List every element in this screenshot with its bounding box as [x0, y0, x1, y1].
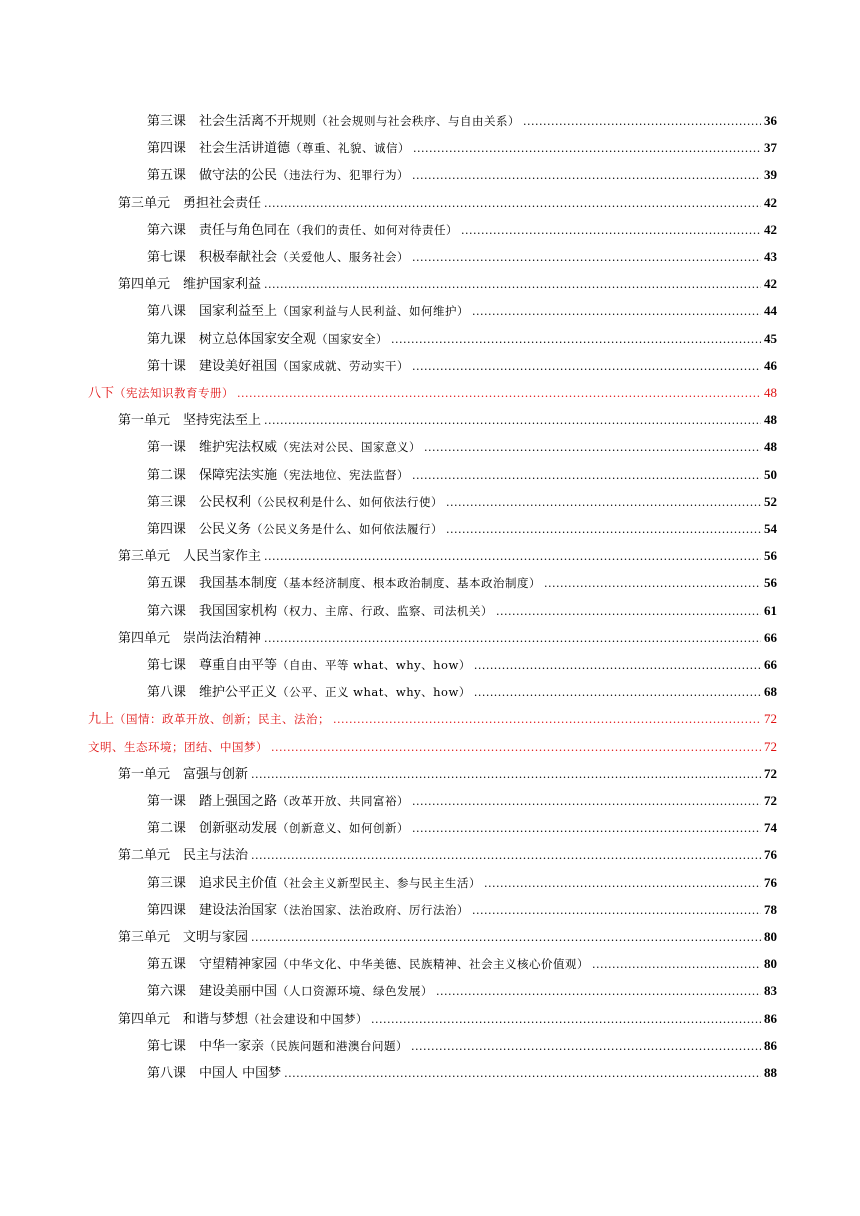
toc-page-number: 83	[764, 983, 777, 998]
toc-entry-title: 第一单元 坚持宪法至上	[118, 413, 262, 428]
toc-entry-label	[147, 951, 589, 978]
dot-leader	[446, 489, 761, 516]
toc-page-number: 72	[764, 793, 777, 808]
toc-page-number: 88	[764, 1065, 777, 1080]
toc-entry-title: 第三单元 人民当家作主	[118, 549, 262, 564]
toc-entry-note: （公民义务是什么、如何依法履行）	[251, 522, 444, 536]
toc-entry-note: （宪法地位、宪法监督）	[277, 468, 410, 482]
toc-entry-note: （国家利益与人民利益、如何维护）	[277, 304, 470, 318]
toc-entry-note: （国情：政革开放、创新；民主、法治；	[114, 712, 331, 726]
toc-entry[interactable]	[147, 569, 777, 596]
toc-entry-title: 八下	[88, 386, 115, 401]
toc-entry-title: 第四课 社会生活讲道德	[147, 141, 291, 156]
toc-entry-note: 文明、生态环境；团结、中国梦）	[88, 740, 268, 754]
dot-leader	[412, 462, 761, 489]
dot-leader	[264, 625, 761, 652]
toc-entry-label	[147, 516, 443, 543]
dot-leader	[412, 353, 761, 380]
dot-leader	[544, 570, 761, 597]
dot-leader	[284, 1060, 761, 1087]
dot-leader	[251, 761, 761, 788]
toc-page-number: 46	[764, 358, 777, 373]
toc-entry-label	[118, 761, 248, 788]
toc-entry[interactable]	[147, 216, 777, 243]
toc-entry-title: 第一单元 富强与创新	[118, 767, 249, 782]
dot-leader	[472, 897, 761, 924]
toc-entry[interactable]	[147, 896, 777, 923]
dot-leader	[523, 108, 761, 135]
toc-page-number: 52	[764, 494, 777, 509]
toc-entry-title: 第七课 尊重自由平等	[147, 658, 278, 673]
dot-leader	[371, 1006, 761, 1033]
toc-entry[interactable]	[147, 352, 777, 379]
toc-entry-note: （创新意义、如何创新）	[277, 821, 410, 835]
toc-page-number: 56	[764, 548, 777, 563]
toc-entry[interactable]	[147, 869, 777, 896]
toc-page-number: 72	[764, 711, 777, 726]
toc-page-number: 42	[764, 276, 777, 291]
dot-leader	[461, 217, 761, 244]
toc-entry[interactable]	[147, 325, 777, 352]
dot-leader	[496, 598, 761, 625]
toc-entry-label	[147, 298, 469, 325]
toc-page-number: 44	[764, 303, 777, 318]
toc-page-number: 86	[764, 1011, 777, 1026]
toc-entry-label	[147, 679, 471, 706]
toc-entry-label	[88, 706, 330, 733]
toc-entry-label	[147, 135, 410, 162]
dot-leader	[411, 1033, 761, 1060]
toc-entry[interactable]	[147, 678, 777, 705]
toc-entry-label	[147, 815, 409, 842]
toc-entry-label	[147, 434, 421, 461]
toc-entry[interactable]	[147, 1059, 777, 1086]
toc-entry[interactable]	[118, 406, 777, 433]
toc-page-number: 37	[764, 140, 777, 155]
toc-entry-title: 第七课 积极奉献社会	[147, 250, 278, 265]
toc-entry-label	[118, 271, 261, 298]
toc-page-number: 39	[764, 167, 777, 182]
toc-entry-label	[147, 353, 409, 380]
toc-entry[interactable]	[147, 950, 777, 977]
dot-leader	[472, 298, 761, 325]
dot-leader	[251, 924, 761, 951]
toc-entry-title: 第三单元 勇担社会责任	[118, 196, 262, 211]
toc-entry[interactable]	[147, 977, 777, 1004]
dot-leader	[412, 162, 761, 189]
toc-entry-label	[118, 625, 261, 652]
toc-entry-title: 第十课 建设美好祖国	[147, 359, 278, 374]
toc-entry-label	[88, 734, 268, 761]
dot-leader	[474, 652, 761, 679]
toc-entry-note: （改革开放、共同富裕）	[277, 794, 410, 808]
dot-leader	[446, 516, 761, 543]
toc-entry-title: 第六课 责任与角色同在	[147, 223, 291, 238]
toc-page-number: 45	[764, 331, 777, 346]
toc-entry-label	[147, 108, 520, 135]
dot-leader	[592, 951, 761, 978]
toc-entry-label	[118, 407, 261, 434]
toc-page-number: 48	[764, 412, 777, 427]
toc-entry[interactable]	[118, 624, 777, 651]
toc-page-number: 74	[764, 820, 777, 835]
toc-entry[interactable]	[88, 379, 777, 406]
toc-entry-title: 第四单元 和谐与梦想	[118, 1012, 249, 1027]
toc-entry-title: 第三课 追求民主价值	[147, 876, 278, 891]
dot-leader	[484, 870, 761, 897]
toc-entry[interactable]	[118, 923, 777, 950]
toc-entry[interactable]	[147, 787, 777, 814]
toc-entry-title: 第三课 社会生活离不开规则	[147, 114, 317, 129]
toc-entry-label	[118, 924, 248, 951]
toc-entry-label	[118, 842, 248, 869]
toc-entry-label	[118, 543, 261, 570]
toc-entry[interactable]	[147, 1032, 777, 1059]
toc-page-number: 50	[764, 467, 777, 482]
toc-entry[interactable]	[88, 733, 777, 760]
toc-entry-label	[147, 652, 471, 679]
toc-page-number: 56	[764, 575, 777, 590]
toc-page-number: 72	[764, 766, 777, 781]
toc-entry[interactable]	[147, 297, 777, 324]
toc-entry[interactable]	[88, 705, 777, 732]
dot-leader	[424, 434, 761, 461]
toc-entry-note: （国家安全）	[316, 332, 389, 346]
toc-entry-title: 第六课 建设美丽中国	[147, 984, 278, 999]
toc-entry[interactable]	[147, 161, 777, 188]
toc-entry[interactable]	[118, 760, 777, 787]
toc-entry-label	[147, 1033, 408, 1060]
toc-entry-title: 第七课 中华一家亲	[147, 1039, 265, 1054]
toc-entry-label	[147, 462, 409, 489]
dot-leader	[412, 244, 761, 271]
toc-entry-note: （自由、平等 what、why、how）	[277, 658, 471, 672]
toc-entry[interactable]	[147, 243, 777, 270]
toc-entry-note: （民族问题和港澳台问题）	[264, 1039, 409, 1053]
toc-entry[interactable]	[118, 270, 777, 297]
toc-entry-title: 第三单元 文明与家园	[118, 930, 249, 945]
toc-entry[interactable]	[118, 542, 777, 569]
dot-leader	[412, 788, 761, 815]
toc-entry[interactable]	[147, 597, 777, 624]
toc-page-number: 43	[764, 249, 777, 264]
toc-entry-title: 第八课 国家利益至上	[147, 304, 278, 319]
toc-entry-title: 第五课 我国基本制度	[147, 576, 278, 591]
toc-entry-label	[147, 162, 409, 189]
toc-page-number: 42	[764, 195, 777, 210]
toc-entry-label	[147, 244, 409, 271]
toc-entry-note: （法治国家、法治政府、厉行法治）	[277, 903, 470, 917]
toc-entry[interactable]	[147, 651, 777, 678]
dot-leader	[251, 842, 761, 869]
dot-leader	[264, 543, 761, 570]
toc-entry[interactable]	[118, 189, 777, 216]
toc-entry-title: 第四课 公民义务	[147, 522, 252, 537]
toc-entry-note: （关爱他人、服务社会）	[277, 250, 410, 264]
dot-leader	[412, 815, 761, 842]
dot-leader	[264, 271, 761, 298]
toc-entry-note: （违法行为、犯罪行为）	[277, 168, 410, 182]
toc-entry[interactable]	[147, 814, 777, 841]
dot-leader	[264, 407, 761, 434]
toc-entry-note: （社会建设和中国梦）	[248, 1012, 369, 1026]
toc-entry-note: （人口资源环境、绿色发展）	[277, 984, 434, 998]
toc-entry-label	[147, 598, 493, 625]
dot-leader	[436, 978, 761, 1005]
toc-entry-title: 第一课 维护宪法权威	[147, 440, 278, 455]
toc-page-number: 80	[764, 929, 777, 944]
toc-entry[interactable]	[147, 488, 777, 515]
toc-page-number: 66	[764, 657, 777, 672]
toc-entry-title: 第五课 做守法的公民	[147, 168, 278, 183]
toc-entry-label	[147, 978, 433, 1005]
toc-entry-title: 第二课 创新驱动发展	[147, 821, 278, 836]
toc-entry-title: 第六课 我国国家机构	[147, 604, 278, 619]
toc-entry-note: （中华文化、中华美德、民族精神、社会主义核心价值观）	[277, 957, 590, 971]
toc-entry-note: （宪法知识教育专册）	[114, 386, 235, 400]
toc-page-number: 68	[764, 684, 777, 699]
toc-entry-label	[147, 897, 469, 924]
toc-entry-note: （公民权利是什么、如何依法行使）	[251, 495, 444, 509]
toc-entry[interactable]	[147, 515, 777, 542]
toc-entry-label	[147, 1060, 281, 1087]
toc-entry[interactable]	[147, 433, 777, 460]
toc-entry-note: （公平、正义 what、why、how）	[277, 685, 471, 699]
toc-page-number: 42	[764, 222, 777, 237]
toc-page-number: 76	[764, 875, 777, 890]
toc-entry-title: 第四单元 崇尚法治精神	[118, 631, 262, 646]
toc-page-number: 78	[764, 902, 777, 917]
toc-entry-label	[147, 217, 458, 244]
toc-entry[interactable]	[147, 461, 777, 488]
toc-entry-title: 第八课 中国人 中国梦	[147, 1066, 282, 1081]
dot-leader	[413, 135, 761, 162]
toc-entry-label	[147, 570, 541, 597]
toc-entry-title: 第九课 树立总体国家安全观	[147, 332, 317, 347]
dot-leader	[271, 734, 761, 761]
toc-page-number: 48	[764, 385, 777, 400]
toc-entry-label	[118, 1006, 368, 1033]
toc-entry-title: 第八课 维护公平正义	[147, 685, 278, 700]
toc-entry-title: 第二课 保障宪法实施	[147, 468, 278, 483]
toc-entry[interactable]	[147, 134, 777, 161]
toc-page-number: 48	[764, 439, 777, 454]
toc-entry-label	[147, 326, 388, 353]
toc-entry[interactable]	[147, 107, 777, 134]
dot-leader	[333, 706, 761, 733]
toc-entry-note: （我们的责任、如何对待责任）	[290, 223, 459, 237]
toc-entry-title: 九上	[88, 712, 115, 727]
dot-leader	[391, 326, 761, 353]
toc-entry-label	[147, 489, 443, 516]
toc-entry-label	[147, 870, 481, 897]
dot-leader	[474, 679, 761, 706]
toc-entry-label	[88, 380, 234, 407]
dot-leader	[264, 190, 761, 217]
toc-entry-title: 第三课 公民权利	[147, 495, 252, 510]
toc-entry-label	[147, 788, 409, 815]
toc-page-number: 61	[764, 603, 777, 618]
toc-entry[interactable]	[118, 841, 777, 868]
toc-page-number: 80	[764, 956, 777, 971]
toc-entry[interactable]	[118, 1005, 777, 1032]
toc-entry-label	[118, 190, 261, 217]
toc-page-number: 54	[764, 521, 777, 536]
toc-entry-note: （国家成就、劳动实干）	[277, 359, 410, 373]
toc-entry-title: 第二单元 民主与法治	[118, 848, 249, 863]
dot-leader	[237, 380, 761, 407]
toc-entry-title: 第四课 建设法治国家	[147, 903, 278, 918]
toc-entry-note: （宪法对公民、国家意义）	[277, 440, 422, 454]
toc-page-number: 76	[764, 847, 777, 862]
toc-entry-title: 第五课 守望精神家园	[147, 957, 278, 972]
toc-page-number: 36	[764, 113, 777, 128]
toc-entry-title: 第四单元 维护国家利益	[118, 277, 262, 292]
toc-entry-note: （权力、主席、行政、监察、司法机关）	[277, 604, 494, 618]
toc-entry-note: （尊重、礼貌、诚信）	[290, 141, 411, 155]
toc-entry-note: （基本经济制度、根本政治制度、基本政治制度）	[277, 576, 542, 590]
toc-entry-title: 第一课 踏上强国之路	[147, 794, 278, 809]
toc-page-number: 86	[764, 1038, 777, 1053]
toc-page-number: 72	[764, 739, 777, 754]
toc-entry-note: （社会主义新型民主、参与民主生活）	[277, 876, 482, 890]
toc-page-number: 66	[764, 630, 777, 645]
toc-entry-note: （社会规则与社会秩序、与自由关系）	[316, 114, 521, 128]
